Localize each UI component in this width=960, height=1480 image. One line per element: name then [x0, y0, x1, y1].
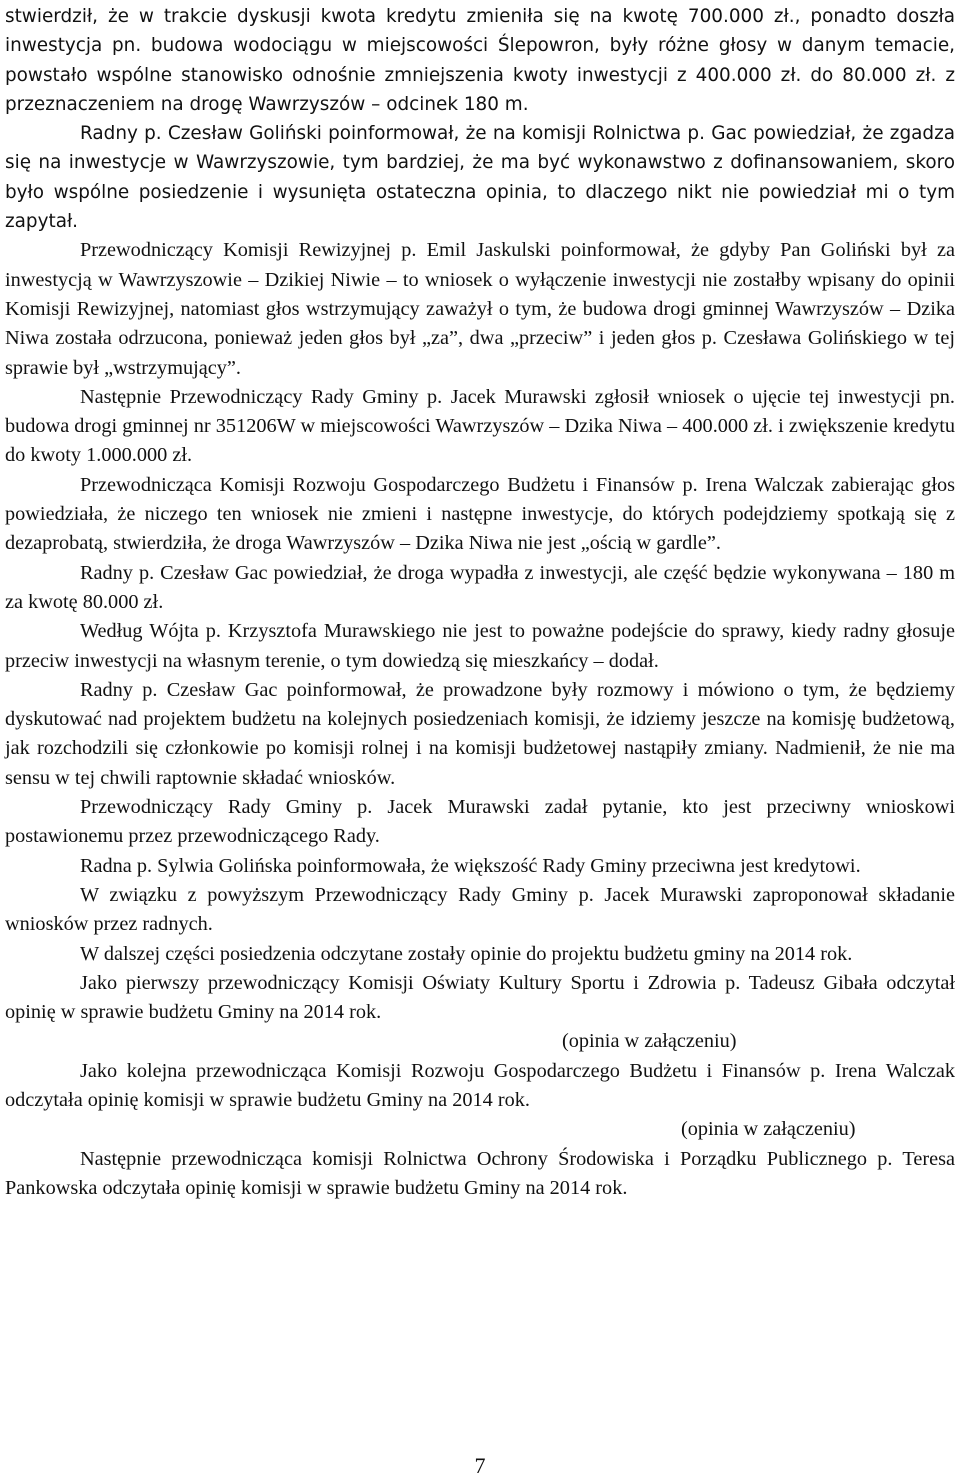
paragraph: Radny p. Czesław Goliński poinformował, że na komisji Rolnictwa p. Gac powiedział, że zgadza się na inwestycje w Wawrzyszowie, tym bardziej, że ma być wykonawstwo z dofinansowaniem, skoro było wspólne posiedzenie i wysunięta ostateczna opinia, to dlaczego nikt nie powiedział mi o tym zapytał. [5, 123, 955, 233]
paragraph: Radna p. Sylwia Golińska poinformowała, że większość Rady Gminy przeciwna jest kredytowi. [80, 854, 861, 877]
paragraph: W związku z powyższym Przewodniczący Rady Gminy p. Jacek Murawski zaproponował składanie wniosków przez radnych. [5, 883, 955, 936]
document-page [5, 2, 955, 1203]
paragraph: Następnie Przewodniczący Rady Gminy p. Jacek Murawski zgłosił wniosek o ujęcie tej inwestycji pn. budowa drogi gminnej nr 351206W w miejscowości Wawrzyszów – Dzika Niwa – 400.000 zł. i zwiększenie kredytu do kwoty 1.000.000 zł. [5, 385, 955, 467]
paragraph: W dalszej części posiedzenia odczytane zostały opinie do projektu budżetu gminy na 2014 rok. [80, 942, 853, 965]
paragraph: Jako pierwszy przewodniczący Komisji Oświaty Kultury Sportu i Zdrowia p. Tadeusz Gibała odczytał opinię w sprawie budżetu Gminy na 2014 rok. [5, 971, 955, 1024]
paragraph: Jako kolejna przewodnicząca Komisji Rozwoju Gospodarczego Budżetu i Finansów p. Irena Walczak odczytała opinię komisji w sprawie budżetu Gminy na 2014 rok. [5, 1059, 955, 1111]
paragraph: Przewodnicząca Komisji Rozwoju Gospodarczego Budżetu i Finansów p. Irena Walczak zabierając głos powiedziała, że niczego ten wniosek nie zmieni i następne inwestycje, do których podejdziemy spotkają się z dezaprobatą, stwierdziła, że droga Wawrzyszów – Dzika Niwa nie jest „ością w gardle”. [5, 473, 955, 555]
attachment-note: (opinia w załączeniu) [562, 1030, 737, 1053]
attachment-note: (opinia w załączeniu) [681, 1118, 856, 1141]
paragraph: Radny p. Czesław Gac poinformował, że prowadzone były rozmowy i mówiono o tym, że będziemy dyskutować nad projektem budżetu na kolejnych posiedzeniach komisji, że idziemy jeszcze na komisję budżetową, jak rozchodzili się członkowie po komisji rolnej i na komisji budżetowej nastąpiły zmiany. Nadmienił, że nie ma sensu w tej chwili raptownie składać wniosków. [5, 678, 955, 789]
paragraph: Następnie przewodnicząca komisji Rolnictwa Ochrony Środowiska i Porządku Publicznego p. Teresa Pankowska odczytała opinię komisji w sprawie budżetu Gminy na 2014 rok. [5, 1147, 955, 1199]
paragraph: Radny p. Czesław Gac powiedział, że droga wypadła z inwestycji, ale część będzie wykonywana – 180 m za kwotę 80.000 zł. [5, 561, 955, 613]
page-number: 7 [474, 1453, 486, 1478]
paragraph: Przewodniczący Rady Gminy p. Jacek Murawski zadał pytanie, kto jest przeciwny wnioskowi postawionemu przez przewodniczącego Rady. [5, 796, 955, 848]
paragraph: Według Wójta p. Krzysztofa Murawskiego nie jest to poważne podejście do sprawy, kiedy radny głosuje przeciw inwestycji na własnym terenie, o tym dowiedzą się mieszkańcy – dodał. [5, 620, 955, 672]
paragraph: Przewodniczący Komisji Rewizyjnej p. Emil Jaskulski poinformował, że gdyby Pan Goliński był za inwestycją w Wawrzyszowie – Dzikiej Niwie – to wniosek o wyłączenie inwestycji nie zostałby wpisany do opinii Komisji Rewizyjnej, natomiast głos wstrzymujący zaważył o tym, że budowa drogi gminnej Wawrzyszów – Dzika Niwa została odrzucona, ponieważ jeden głos był „za”, dwa „przeciw” i jeden głos p. Czesława Golińskiego w tej sprawie był „wstrzymujący”. [5, 239, 955, 379]
paragraph-continuation: stwierdził, że w trakcie dyskusji kwota kredytu zmieniła się na kwotę 700.000 zł., ponadto doszła inwestycja pn. budowa wodociągu w miejscowości Ślepowron, były różne głosy w danym temacie, powstało wspólne stanowisko odnośnie zmniejszenia kwoty inwestycji z 400.000 zł. do 80.000 zł. z przeznaczeniem na drogę Wawrzyszów – odcinek 180 m. [5, 6, 955, 115]
